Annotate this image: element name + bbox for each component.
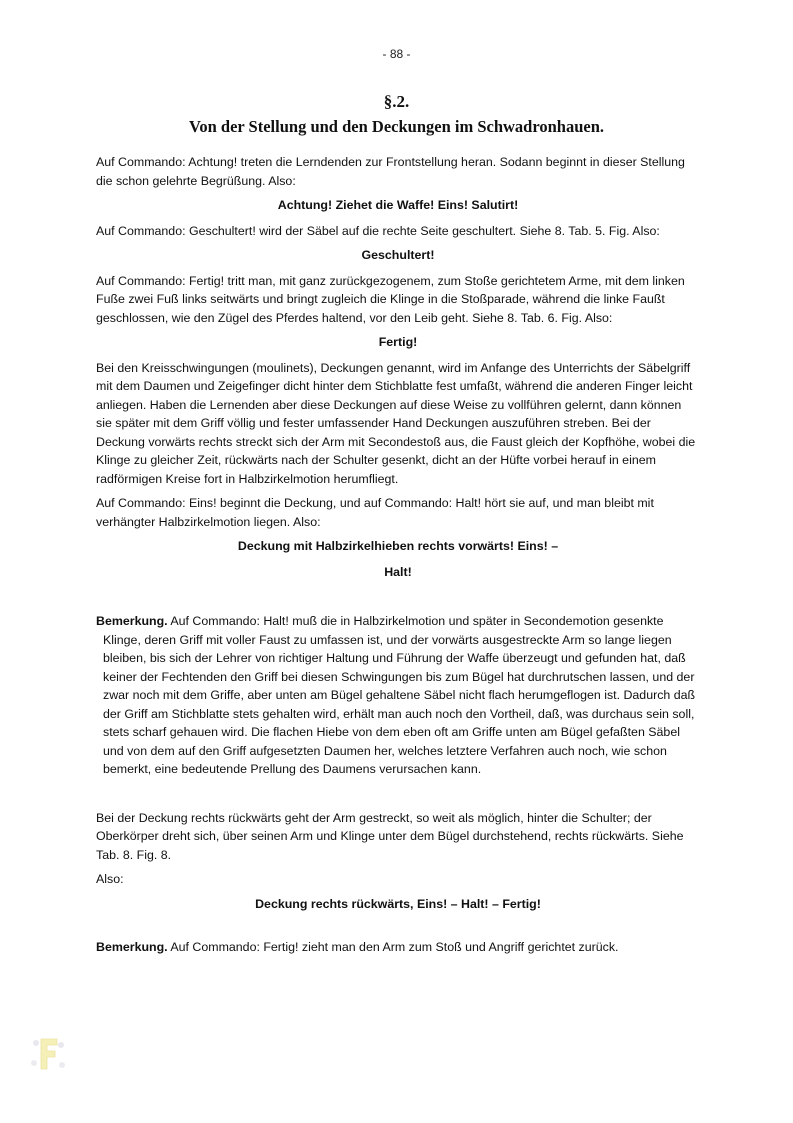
- paragraph: Auf Commando: Achtung! treten die Lerndenden zur Frontstellung heran. Sodann beginnt in dieser Stellung die schon gelehrte Begrüßung. Also:: [96, 155, 685, 188]
- paragraph: Bei den Kreisschwingungen (moulinets), Deckungen genannt, wird im Anfange des Unterrichts der Säbelgriff mit dem Daumen und Zeigefinger dicht hinter dem Stichblatte fest umfaßt, während die anderen Finger leicht anliegen. Haben die Lernenden aber diese Deckungen auf diese Weise zu vollführen gelernt, dann können sie später mit dem Griff völlig und fester umfassender Hand Deckungen auszuführen streben. Bei der Deckung vorwärts rechts streckt sich der Arm mit Secondestoß aus, die Faust gleich der Kopfhöhe, wobei die Klinge zu gleicher Zeit, rückwärts nach der Schulter gesenkt, dicht an der Hüfte vorbei herauf in einem radförmigen Kreise fort in Halbzirkelmotion herumfliegt.: [96, 360, 696, 486]
- command-line: Halt!: [384, 564, 412, 579]
- command-line: Fertig!: [378, 335, 418, 349]
- paragraph: Auf Commando: Geschultert! wird der Säbel auf die rechte Seite geschultert. Siehe 8. Tab. 5. Fig. Also:: [96, 223, 660, 238]
- publisher-logo-icon: [28, 1033, 68, 1075]
- remark-paragraph: [96, 938, 700, 957]
- section-title: Von der Stellung und den Deckungen im Schwadronhauen.: [188, 117, 605, 136]
- remark-text: Auf Commando: Halt! muß die in Halbzirkelmotion und später in Secondemotion gesenkte Klinge, deren Griff mit voller Faust zu umfassen ist, und der vorwärts ausgestreckte Arm so lange liegen bleiben, bis sich der Lehrer von richtiger Haltung und Führung der Waffe überzeugt und gefunden hat, daß keiner der Fechtenden den Griff bei diesen Schwingungen bis zum Bügel hat durchrutschen lassen, und der zwar noch mit dem Griffe, aber unten am Bügel gehaltene Säbel nicht flach herumgeflogen ist. Dadurch daß der Griff am Stichblatte stets gehalten wird, erhält man auch noch den Vortheil, daß, was durchaus sein soll, stets scharf gehauen wird. Die flachen Hiebe von dem eben oft am Griffe unten am Bügel gefaßten Säbel und von dem auf den Griff aufgesetzten Daumen her, welches letztere Verfahren auch noch, wie schon bemerkt, eine bedeutende Prellung des Daumens verursachen kann.: [103, 614, 696, 776]
- spacer: [96, 785, 700, 809]
- remark-label: Bemerkung.: [96, 614, 168, 628]
- command-line: Deckung rechts rückwärts, Eins! – Halt! – Fertig!: [255, 896, 541, 911]
- section-number: §.2.: [383, 92, 410, 111]
- spacer: [96, 588, 700, 612]
- remark-label: Bemerkung.: [96, 940, 168, 954]
- command-line: Deckung mit Halbzirkelhieben rechts vorwärts! Eins! –: [237, 539, 559, 553]
- paragraph: Also:: [96, 872, 124, 886]
- spacer: [96, 920, 700, 938]
- paragraph: Auf Commando: Eins! beginnt die Deckung, und auf Commando: Halt! hört sie auf, und man bleibt mit verhängter Halbzirkelmotion liegen. Also:: [96, 496, 654, 529]
- document-body: [96, 153, 700, 963]
- paragraph: Bei der Deckung rechts rückwärts geht der Arm gestreckt, so weit als möglich, hinter die Schulter; der Oberkörper dreht sich, über seinen Arm und Klinge unter dem Bügel durchstehend, rechts rückwärts. Siehe Tab. 8. Fig. 8.: [96, 810, 684, 862]
- command-line: Achtung! Ziehet die Waffe! Eins! Salutirt!: [277, 198, 519, 212]
- remark-paragraph: [96, 612, 700, 779]
- remark-text: Auf Commando: Fertig! zieht man den Arm zum Stoß und Angriff gerichtet zurück.: [167, 940, 619, 954]
- command-line: Geschultert!: [361, 248, 435, 262]
- page-number: - 88 -: [382, 47, 411, 61]
- paragraph: Auf Commando: Fertig! tritt man, mit ganz zurückgezogenem, zum Stoße gerichtetem Arme, mit dem linken Fuße zwei Fuß links seitwärts und bringt zugleich die Klinge in die Stoßparade, während die linke Faußt geschlossen, wie den Zügel des Pferdes haltend, vor den Leib geht. Siehe 8. Tab. 6. Fig. Also:: [96, 273, 685, 325]
